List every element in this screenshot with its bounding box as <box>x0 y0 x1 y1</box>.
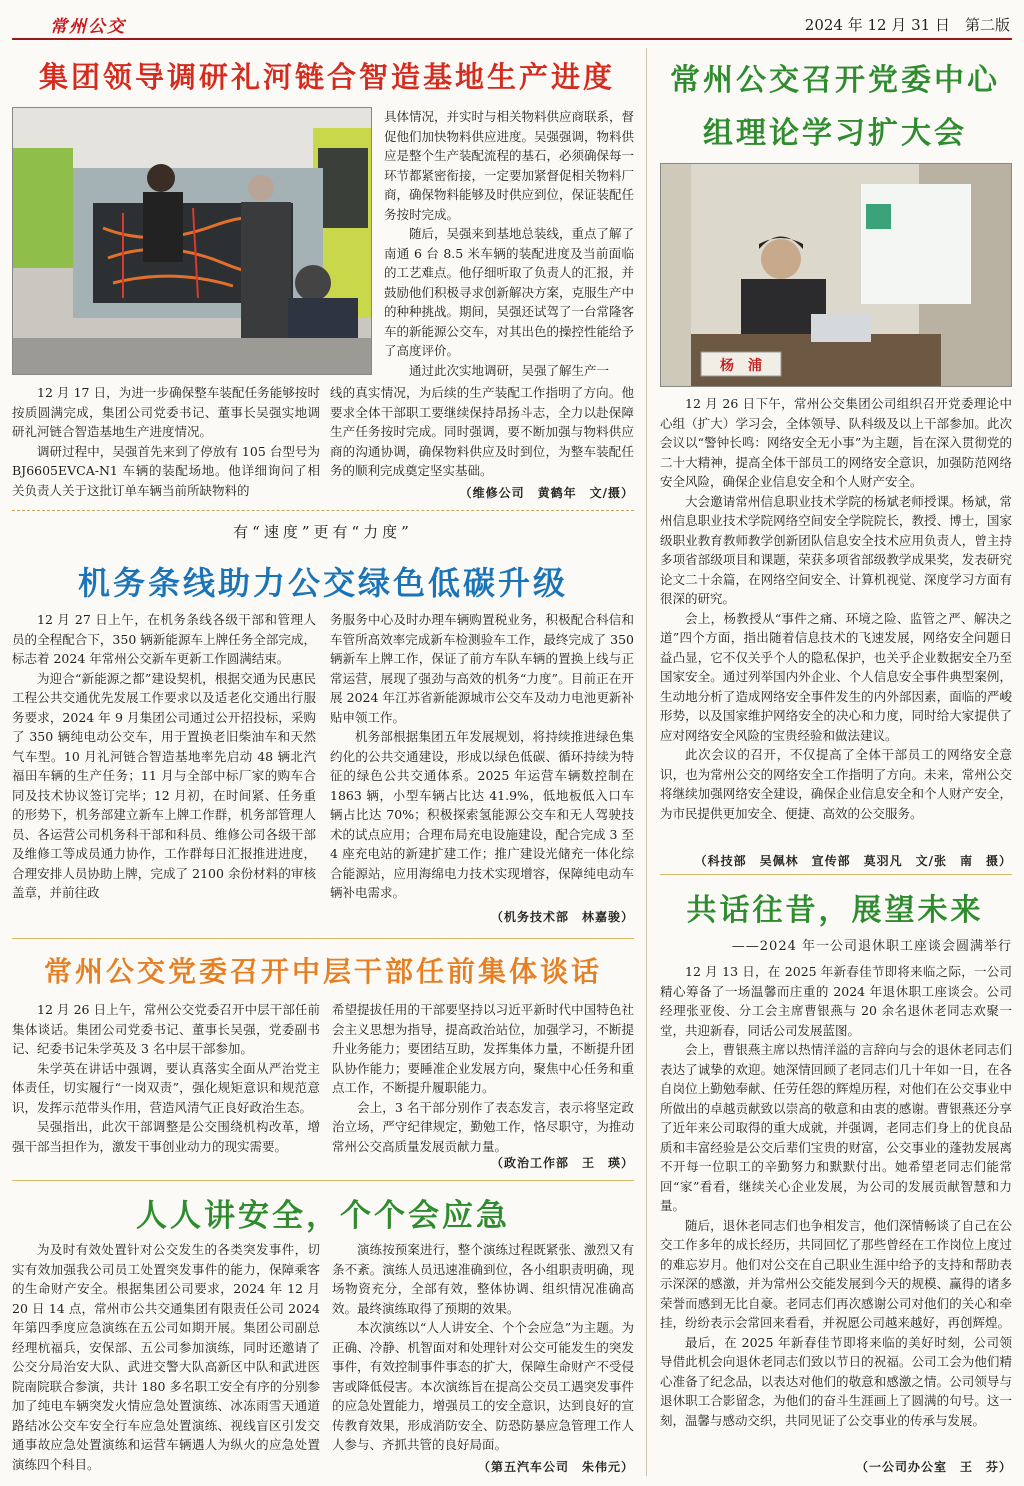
article3-title: 常州公交党委召开中层干部任前集体谈话 <box>43 955 602 988</box>
article1-byline: （维修公司 黄鹤年 文/摄） <box>459 486 634 500</box>
article1-col-left <box>12 383 320 500</box>
paragraph: 随后，退休老同志们也争相发言，他们深情畅谈了自己在公交工作多年的成长经历，共同回忆了那些曾经在工作岗位上度过的难忘岁月。他们对公交在自己职业生涯中给予的支持和帮助表示深深的感激，并为常州公交能发展到今天的规模、赢得的诸多荣誉而感到无比自豪。老同志们再次感谢公司对他们的关心和牵挂，纷纷表示会常回来看看，并祝愿公司越来越好，再创辉煌。 <box>660 1217 1012 1330</box>
article3-col-left <box>12 1000 320 1156</box>
article5-title-line1: 常州公交召开党委中心 <box>670 63 1000 98</box>
dateline: 2024 年 12 月 31 日 第二版 <box>804 16 1010 34</box>
article6-byline: （一公司办公室 王 芬） <box>855 1460 1012 1474</box>
article1-col-right <box>384 107 634 380</box>
article5-body <box>660 394 1012 823</box>
separator <box>660 874 1012 875</box>
article4-col-right <box>332 1240 634 1455</box>
paragraph: 会上，曹银燕主席以热情洋溢的言辞向与会的退休老同志们表达了诚挚的欢迎。她深情回顾了老同志们几十年如一日，在各自岗位上勤勉奉献、任劳任怨的辉煌历程，对他们在公交事业中所做出的卓越贡献致以崇高的敬意和由衷的感谢。曹银燕还分享了近年来公司取得的重大成就，并强调，老同志们身上的优良品质和丰富经验是公交后辈们宝贵的财富，公交事业的蓬勃发展离不开每一位职工的辛勤努力和默默付出。她希望老同志们能常回“家”看看，继续关心企业发展，为公司的发展贡献智慧和力量。 <box>660 1042 1012 1213</box>
separator <box>12 510 634 511</box>
newspaper-logo: 常州公交 <box>50 17 126 37</box>
separator <box>12 938 634 939</box>
paragraph: 务服务中心及时办理车辆购置税业务，积极配合科信和车管所高效率完成新车检测验车工作，最终完成了 350 辆新车上牌工作，保证了前方车队车辆的置换上线与正常运营，展现了强劲与高效的机务“力度”。目前正在开展 2024 年江苏省新能源城市公交车及动力电池更新补贴申领工作。 <box>330 612 634 725</box>
article5-byline: （科技部 吴佩林 宣传部 莫羽凡 文/张 南 摄） <box>694 854 1012 868</box>
paragraph: 为及时有效处置针对公交发生的各类突发事件，切实有效加强我公司员工处置突发事件的能力，保障乘客的生命财产安全。根据集团公司要求，2024 年 12 月 20 日 14 点，常州市公共交通集团有限责任公司 2024 年第四季度应急演练在五公司如期开展。集团公司副总经理杭福兵，安保部、五公司参加演练，同时还邀请了公交分局治安大队、武进交警大队高新区中队和武进医院南院联合参演，共计 180 多名职工安全有序的分别参加了纯电车辆突发火情应急处置演练、冰冻雨雪天通道路结冰公交车安全行车应急处置演练、视线盲区引发交通事故应急处置演练和运营车辆遇人为纵火的应急处置演练四个科目。 <box>12 1242 320 1472</box>
paragraph: 大会邀请常州信息职业技术学院的杨斌老师授课。杨斌，常州信息职业技术学院网络空间安全学院院长，教授、博士，国家级职业教育教师教学创新团队信息安全技术应用负责人，曾主持多项省部级项目和课题，荣获多项省部级教学成果奖，发表研究论文二十余篇，在网络空间安全、计算机视觉、深度学习方面有很深的研究。 <box>660 493 1012 606</box>
paragraph: 此次会议的召开，不仅提高了全体干部员工的网络安全意识，也为常州公交的网络安全工作指明了方向。未来，常州公交将继续加强网络安全建设，确保企业信息安全和个人财产安全，为市民提供更加安全、便捷、高效的公交服务。 <box>660 747 1012 821</box>
article1-title: 集团领导调研礼河链合智造基地生产进度 <box>38 60 615 94</box>
article1-col-mid <box>330 383 634 481</box>
paragraph: 朱学英在讲话中强调，要认真落实全面从严治党主体责任，切实履行“一岗双责”，强化规矩意识和规范意识，发挥示范带头作用，营造风清气正良好政治生态。 <box>12 1060 320 1115</box>
paragraph: 会上，杨教授从“事件之痛、环境之险、监管之严、解决之道”四个方面，指出随着信息技术的飞速发展，网络安全问题日益凸显，它不仅关乎个人的隐私保护，也关乎企业数据安全乃至国家安全。通过列举国内外企业、个人信息安全事件典型案例，生动地分析了造成网络安全事件发生的内外部因素，面临的严峻形势，以及国家维护网络安全的决心和力度，同时给大家提供了应对网络安全风险的宝贵经验和做法建议。 <box>660 610 1012 743</box>
paragraph: 最后，在 2025 年新春佳节即将来临的美好时刻，公司领导借此机会向退休老同志们致以节日的祝福。公司工会为他们精心准备了纪念品，以表达对他们的敬意和感激之情。公司领导与退休职工合影留念，为他们的奋斗生涯画上了圆满的句号。这一刻，温馨与感动交织，共同见证了公交事业的传承与发展。 <box>660 1334 1012 1428</box>
article4-byline: （第五汽车公司 朱伟元） <box>477 1460 634 1474</box>
paragraph: 调研过程中，吴强首先来到了停放有 105 台型号为 BJ6605EVCA-N1 车辆的装配场地。他详细询问了相关负责人关于这批订单车辆当前所缺物料的 <box>12 443 320 498</box>
paragraph: 12 月 26 日上午，常州公交党委召开中层干部任前集体谈话。集团公司党委书记、董事长吴强，党委副书记、纪委书记朱学英及 3 名中层干部参加。 <box>12 1002 320 1056</box>
article2-col-left <box>12 610 316 903</box>
article6-subtitle: ——2024 年一公司退休职工座谈会圆满举行 <box>731 939 1012 954</box>
nameplate-text: 杨 浦 <box>720 358 762 374</box>
article2-col-right <box>330 610 634 903</box>
paragraph: 演练按预案进行，整个演练过程既紧张、激烈又有条不紊。演练人员迅速准确到位，各小组职责明确，现场物资充分，全部有效，整体协调、组织情况准确高效。最终演练取得了预期的效果。 <box>332 1242 634 1316</box>
article3-byline: （政治工作部 王 瑛） <box>490 1156 634 1170</box>
paragraph: 吴强指出，此次干部调整是公交围绕机构改革，增强干部当担作为，激发干事创业动力的现实需要。 <box>12 1119 320 1154</box>
paragraph: 本次演练以“人人讲安全、个个会应急”为主题。为正确、冷静、机智面对和处理针对公交可能发生的突发事件，有效控制事件事态的扩大，保障生命财产不受侵害或降低侵害。本次演练旨在提高公交员工遇突发事件的应急处置能力，增强员工的安全意识，达到良好的宣传教育效果，形成消防安全、防恐防暴应急管理工作人人参与、齐抓共管的良好局面。 <box>332 1320 634 1452</box>
paragraph: 具体情况，并实时与相关物料供应商联系，督促他们加快物料供应进度。吴强强调，物料供应是整个生产装配流程的基石，必须确保每一环节都紧密衔接，一定要加紧督促相关物料厂商，确保物料能够及时供应到位，保证装配任务按时完成。 <box>384 109 635 222</box>
column-divider <box>646 48 647 1476</box>
article2-byline: （机务技术部 林嘉骏） <box>490 910 634 924</box>
paragraph: 随后，吴强来到基地总装线，重点了解了南通 6 台 8.5 米车辆的装配进度及当前面临的工艺难点。他仔细听取了负责人的汇报，并鼓励他们积极寻求创新解决方案，克服生产中的种种挑战。期间，吴强还试驾了一台常隆客车的新能源公交车，对其出色的操控性能给予了高度评价。 <box>384 226 635 358</box>
article6-title: 共话往昔，展望未来 <box>686 893 984 928</box>
article5-photo <box>660 163 1012 387</box>
separator <box>12 1180 634 1181</box>
article1-photo <box>12 107 372 375</box>
paragraph: 12 月 27 日上午，在机务条线各级干部和管理人员的全程配合下，350 辆新能源车上牌任务全部完成，标志着 2024 年常州公交新车更新工作圆满结束。 <box>12 612 316 666</box>
paragraph: 为迎合“新能源之都”建设契机，根据交通为民惠民工程公共交通优先发展工作要求以及适老化交通出行服务要求，2024 年 9 月集团公司通过公开招投标，采购了 350 辆纯电动公交车，用于置换老旧柴油车和天然气车型。10 月礼河链合智造基地率先启动 48 辆北汽福田车辆的生产任务；11 月与全部中标厂家的购车合同及技术协议签订完毕；12 月初，在时间紧、任务重的形势下，机务部建立新车上牌工作群，机务部管理人员、各运营公司机务科干部和科员、维修公司各级干部及维修工等成员通力协作，工作群每日汇报推进进度，合理安排人员协助上牌，完成了 2100 余份材料的审核盖章，并前往政 <box>12 670 316 900</box>
paragraph: 通过此次实地调研，吴强了解生产一 <box>409 362 610 378</box>
paragraph: 会上，3 名干部分别作了表态发言，表示将坚定政治立场，严守纪律规定，勤勉工作，恪尽职守，为推动常州公交高质量发展贡献力量。 <box>332 1099 634 1154</box>
masthead <box>0 0 1024 40</box>
article2-title: 机务条线助力公交绿色低碳升级 <box>77 564 568 602</box>
article4-title: 人人讲安全，个个会应急 <box>136 1198 510 1234</box>
article4-col-left <box>12 1240 320 1474</box>
paragraph: 希望提拔任用的干部要坚持以习近平新时代中国特色社会主义思想为指导，提高政治站位，加强学习，不断提升业务能力；要团结互助，发挥集体力量，不断提升团队协作能力；要睡准企业发展方向，聚焦中心任务和重点工作，不断提升履职能力。 <box>332 1002 634 1095</box>
masthead-rule <box>12 38 1012 40</box>
article3-col-right <box>332 1000 634 1156</box>
paragraph: 12 月 26 日下午，常州公交集团公司组织召开党委理论中心组（扩大）学习会，全体领导、队科级及以上干部参加。此次会议以“警钟长鸣：网络安全无小事”为主题，旨在深入贯彻党的二十大精神，提高全体干部员工的网络安全意识，加强防范网络安全风险，确保企业信息安全和个人财产安全。 <box>660 396 1012 489</box>
lecture-photo <box>661 164 1012 387</box>
article2-kicker: 有“速度”更有“力度” <box>233 523 413 541</box>
article5-title-line2: 组理论学习扩大会 <box>703 116 967 151</box>
paragraph: 线的真实情况，为后续的生产装配工作指明了方向。他要求全体干部职工要继续保持昂扬斗志，全力以赴保障生产任务按时完成。同时强调，要不断加强与物料供应商的沟通协调，确保物料供应及时到位，为整车装配任务的顺利完成奠定坚实基础。 <box>330 385 634 478</box>
article6-body <box>660 962 1012 1430</box>
paragraph: 12 月 17 日，为进一步确保整车装配任务能够按时按质圆满完成，集团公司党委书记、董事长吴强实地调研礼河链合智造基地生产进度情况。 <box>12 385 320 439</box>
paragraph: 12 月 13 日，在 2025 年新春佳节即将来临之际，一公司精心筹备了一场温馨而庄重的 2024 年退休职工座谈会。公司经理张亚俊、分工会主席曹银燕与 20 余名退休老同志欢聚一堂，共迎新春，同话公司发展蓝图。 <box>660 964 1012 1038</box>
paragraph: 机务部根据集团五年发展规划，将持续推进绿色集约化的公共交通建设，形成以绿色低碳、循环持续为特征的绿色公共交通体系。2025 年运营车辆数控制在 1863 辆，小型车辆占比达 41.9%，低地板低入口车辆占比达 70%；积极探索氢能源公交车和无人驾驶技术的试点应用；合理布局充电设施建设，配合完成 3 至 4 座充电站的新建扩建工作；推广建设光储充一体化综合能源站，应用海绵电力技术实现增容，保障纯电动车辆补电需求。 <box>330 729 634 900</box>
bus-inspection-photo <box>13 108 372 375</box>
